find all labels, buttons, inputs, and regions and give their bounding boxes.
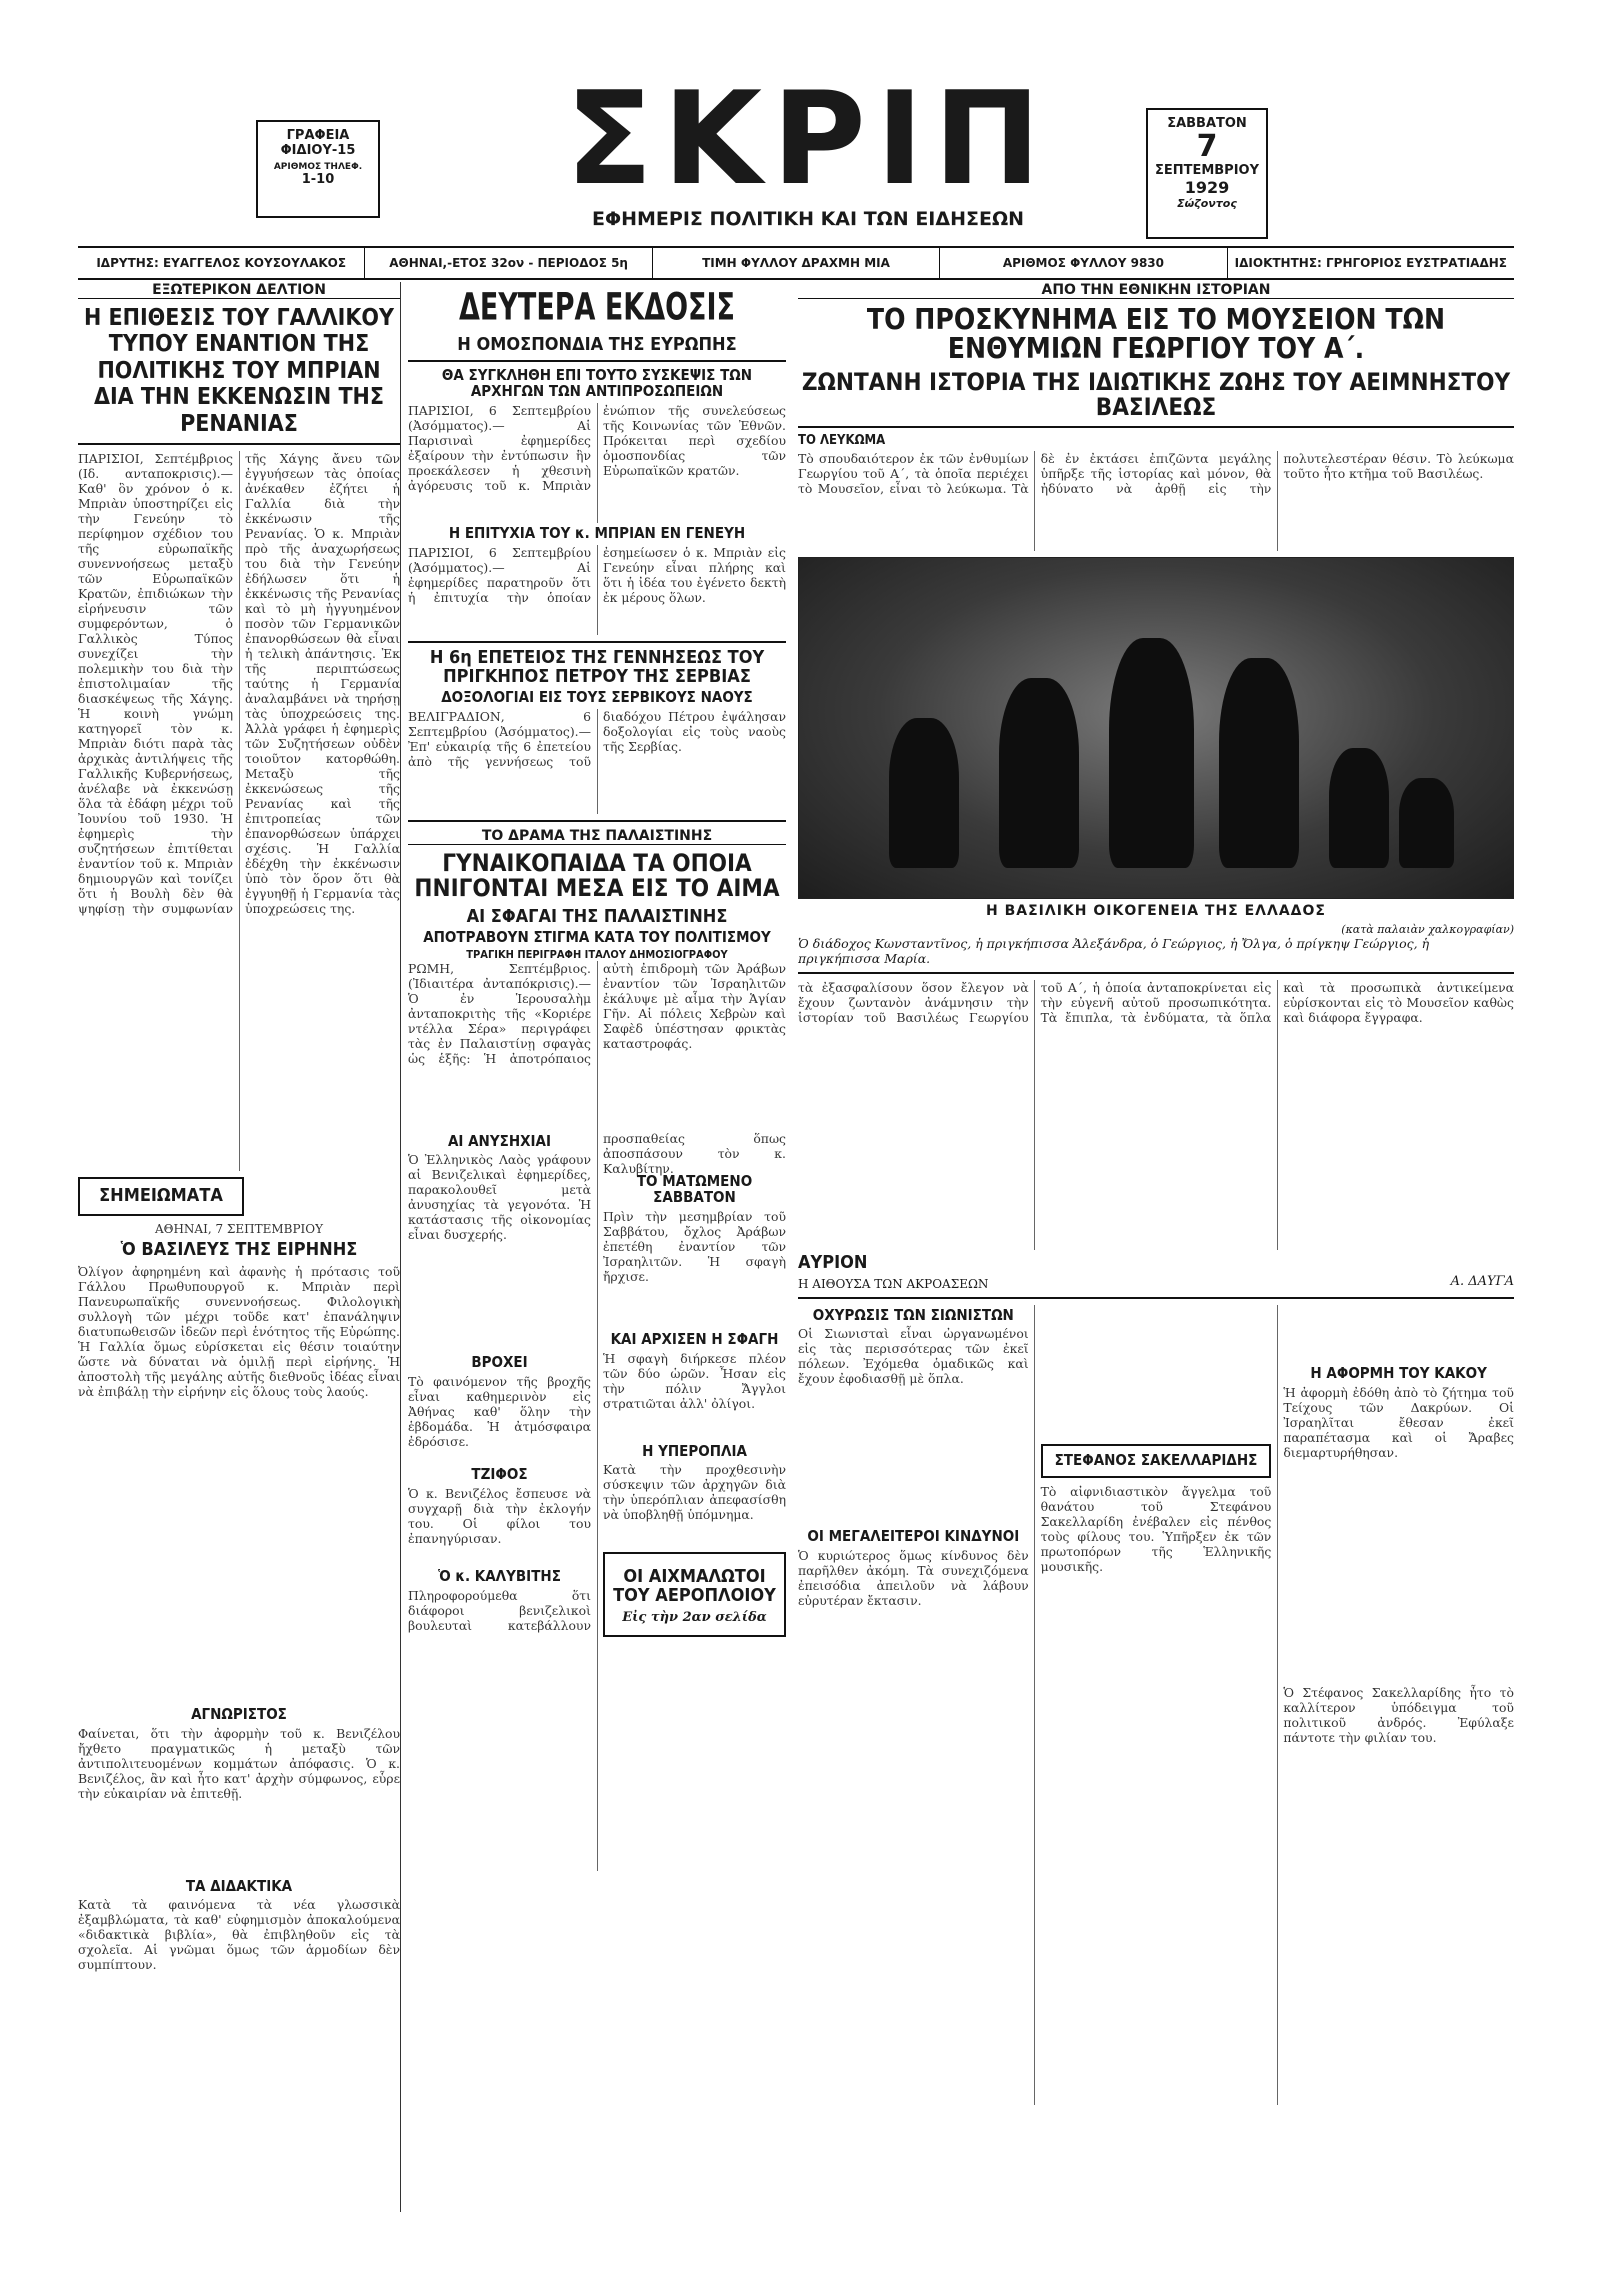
info-bar	[78, 246, 1514, 280]
aformi-heading: Η ΑΦΟΡΜΗ ΤΟΥ ΚΑΚΟΥ	[1310, 1364, 1487, 1383]
sakellarios-body: Τὸ αἰφνιδιαστικὸν ἄγγελμα τοῦ θανάτου τοῦ Στεφάνου Σακελλαρίδη ἐνέβαλεν εἰς πένθος τοὺς φίλους του. Ὑπῆρξεν ἐκ τῶν πρωτοπόρων τῆς Ἑλληνικῆς μουσικῆς.	[1040, 1483, 1272, 1574]
date-number: 7	[1196, 129, 1218, 164]
matomeno-body: Πρὶν τὴν μεσημβρίαν τοῦ Σαββάτου, ὄχλος Ἀράβων ἐπετέθη ἐναντίον τῶν Ἰσραηλιτῶν. Ἡ σφαγὴ ἤρχισε.	[603, 1208, 786, 1284]
vrochei-heading: ΒΡΟΧΕΙ	[471, 1353, 528, 1372]
royal-family-photo	[798, 557, 1514, 899]
date-note: Σώζοντος	[1177, 197, 1237, 210]
palestine-body: ΡΩΜΗ, Σεπτέμβριος. (Ἰδιαιτέρα ἀνταπόκρισις).— Ὁ ἐν Ἱερουσαλὴμ ἀνταποκριτὴς τῆς «Κοριέρε ντέλλα Σέρα» περιγράφει τὰς ἐν Παλαιστίνῃ σφαγὰς ὡς ἑξῆς: Ἡ ἀποτρόπαιος αὐτὴ ἐπιδρομὴ τῶν Ἀράβων ἐναντίον τῶν Ἰσραηλιτῶν ἐκάλυψε μὲ αἷμα τὴν Ἁγίαν Γῆν. Αἱ πόλεις Χεβρὼν καὶ Σαφὲδ ὑπέστησαν φρικτὰς καταστροφάς.	[408, 960, 786, 1066]
brian-success-body: ΠΑΡΙΣΙΟΙ, 6 Σεπτεμβρίου (Ἀσόμματος).— Αἱ ἐφημερίδες παρατηροῦν ὅτι ἡ ἐπιτυχία τὴν ὁποίαν ἐσημείωσεν ὁ κ. Μπριὰν εἰς Γενεύην εἶναι πλήρης καὶ ὅτι ἡ ἰδέα του ἐγένετο δεκτὴ ἐκ μέρους ὅλων.	[408, 544, 786, 605]
yperopolia-body: Κατὰ τὴν προχθεσινὴν σύσκεψιν τῶν ἀρχηγῶν διὰ τὴν ὑπερόπλιαν ἀπεφασίσθη νὰ ὑποβληθῇ ὑπόμνημα.	[603, 1462, 786, 1523]
palestine-reporter: ΤΡΑΓΙΚΗ ΠΕΡΙΓΡΑΦΗ ΙΤΑΛΟΥ ΔΗΜΟΣΙΟΓΡΑΦΟΥ	[466, 948, 728, 962]
matomeno-heading: ΤΟ ΜΑΤΩΜΕΝΟ ΣΑΒΒΑΤΟΝ	[636, 1172, 753, 1207]
museum-body: τὰ ἐξασφαλίσουν ὅσον ἔλεγον νὰ ἔχουν ζωντανὸν ἀνάμνησιν τὴν ἱστορίαν τοῦ Βασιλέως Γεωργίου τοῦ Α΄, ἡ ὁποία ἀνταποκρίνεται εἰς τὴν εὐγενῆ αὐτοῦ προσωπικότητα. Τὰ ἔπιπλα, τὰ ἐνδύματα, τὰ ὅπλα καὶ τὰ προσωπικὰ ἀντικείμενα εὑρίσκονται εἰς τὸ Μουσεῖον καθὼς καὶ διάφορα ἔγγραφα.	[798, 979, 1514, 1025]
office-line2: ΦΙΔΙΟΥ-15	[280, 143, 356, 158]
peter-anniversary-headline: Η 6η ΕΠΕΤΕΙΟΣ ΤΗΣ ΓΕΝΝΗΣΕΩΣ ΤΟΥ ΠΡΙΓΚΗΠΟΣ ΠΕΤΡΟΥ ΤΗΣ ΣΕΡΒΙΑΣ	[429, 646, 765, 687]
europe-body: ΠΑΡΙΣΙΟΙ, 6 Σεπτεμβρίου (Ἀσόμματος).— Αἱ Παρισιναὶ ἐφημερίδες ἐξαίρουν τὴν ἐντύπωσιν ἣν προεκάλεσεν ἡ χθεσινὴ ἀγόρευσις τοῦ κ. Μπριὰν ἐνώπιον τῆς συνελεύσεως τῆς Κοινωνίας τῶν Ἐθνῶν. Πρόκειται περὶ σχεδίου ὁμοσπονδίας τῶν Εὐρωπαϊκῶν κρατῶν.	[408, 402, 786, 493]
megaloteroi-heading: ΟΙ ΜΕΓΑΛΕΙΤΕΡΟΙ ΚΙΝΔΥΝΟΙ	[807, 1527, 1020, 1546]
doxologies-headline: ΔΟΞΟΛΟΓΙΑΙ ΕΙΣ ΤΟΥΣ ΣΕΡΒΙΚΟΥΣ ΝΑΟΥΣ	[441, 688, 753, 707]
notes-date: ΑΘΗΝΑΙ, 7 ΣΕΠΤΕΜΒΡΙΟΥ	[154, 1222, 324, 1237]
masthead	[78, 65, 1514, 245]
kalyvitis-heading: Ὁ κ. ΚΑΛΥΒΙΤΗΣ	[438, 1566, 561, 1585]
avrion-row	[798, 1250, 1514, 1291]
sfagi-heading: ΚΑΙ ΑΡΧΙΣΕΝ Η ΣΦΑΓΗ	[610, 1329, 779, 1348]
photo-sub-caption: Ὁ διάδοχος Κωνσταντῖνος, ἡ πριγκήπισσα Ἀλεξάνδρα, ὁ Γεώργιος, ἡ Ὄλγα, ὁ πρίγκηψ Γεώργιος, ἡ πριγκήπισσα Μαρία.	[798, 935, 1430, 966]
tzifos-body: Ὁ κ. Βενιζέλος ἔσπευσε νὰ συγχαρῇ διὰ τὴν ἐκλογήν του. Οἱ φίλοι του ἐπανηγύρισαν.	[408, 1485, 591, 1546]
sfagi-body: Ἡ σφαγὴ διήρκεσε πλέον τῶν δύο ὡρῶν. Ἦσαν εἰς τὴν πόλιν Ἄγγλοι στρατιῶται ἀλλ' ὀλίγοι.	[603, 1350, 786, 1411]
palestine-subheadline: ΑΙ ΣΦΑΓΑΙ ΤΗΣ ΠΑΛΑΙΣΤΙΝΗΣ	[466, 905, 728, 927]
price: ΤΙΜΗ ΦΥΛΛΟΥ ΔΡΑΧΜΗ ΜΙΑ	[653, 248, 940, 278]
anysichiai-body: Ὁ Ἐλληνικὸς Λαὸς γράφουν αἱ Βενιζελικαὶ ἐφημερίδες, παρακολουθεῖ μετὰ ἀνυσηχίας τὰ γεγονότα. Ἡ κατάστασις τῆς οἰκονομίας εἶναι δυσχερής.	[408, 1152, 591, 1243]
megaloteroi-body: Ὁ κυριώτερος ὅμως κίνδυνος δὲν παρῆλθεν ἀκόμη. Τὰ συνεχιζόμενα ἐπεισόδια ἀπειλοῦν νὰ λάβουν εὐρυτέραν ἔκτασιν.	[798, 1548, 1029, 1609]
europe-subheadline: ΘΑ ΣΥΓΚΛΗΘΗ ΕΠΙ ΤΟΥΤΟ ΣΥΣΚΕΨΙΣ ΤΩΝ ΑΡΧΗΓΩΝ ΤΩΝ ΑΝΤΙΠΡΟΣΩΠΕΙΩΝ	[441, 366, 753, 401]
aformi-body: Ἡ ἀφορμὴ ἐδόθη ἀπὸ τὸ ζήτημα τοῦ Τείχους τῶν Δακρύων. Οἱ Ἰσραηλῖται ἔθεσαν ἐκεῖ παραπέτασμα καὶ οἱ Ἄραβες διεμαρτυρήθησαν.	[1283, 1385, 1514, 1460]
date-box	[1146, 108, 1268, 239]
prisoners-title: ΟΙ ΑΙΧΜΑΛΩΤΟΙ ΤΟΥ ΑΕΡΟΠΛΟΙΟΥ	[613, 1566, 776, 1607]
palestine-kicker: ΤΟ ΔΡΑΜΑ ΤΗΣ ΠΑΛΑΙΣΤΙΝΗΣ	[408, 828, 786, 845]
edition-banner: ΔΕΥΤΕΡΑ ΕΚΔΟΣΙΣ	[459, 285, 735, 330]
prisoners-note: Εἰς τὴν 2αν σελίδα	[622, 1610, 767, 1626]
office-line1: ΓΡΑΦΕΙΑ	[286, 128, 350, 143]
kalyvitis-body: Πληροφορούμεθα ὅτι διάφοροι βενιζελικοὶ βουλευταὶ κατεβάλλουν προσπαθείας ὅπως ἀποσπάσουν τὸν κ. Καλυβίτην.	[408, 1130, 786, 1633]
brian-success-heading: Η ΕΠΙΤΥΧΙΑ ΤΟΥ κ. ΜΠΡΙΑΝ ΕΝ ΓΕΝΕΥΗ	[448, 523, 746, 542]
right-last-body: Ὁ Στέφανος Σακελλαρίδης ἦτο τὸ καλλίτερον ὑπόδειγμα τοῦ πολιτικοῦ ἀνδρός. Ἐφύλαξε πάντοτε τὴν φιλίαν του.	[1283, 1685, 1514, 1745]
oxyrosis-heading: ΟΧΥΡΩΣΙΣ ΤΩΝ ΣΙΩΝΙΣΤΩΝ	[812, 1305, 1014, 1324]
yperopolia-heading: Η ΥΠΕΡΟΠΛΙΑ	[642, 1441, 747, 1460]
phone-label: ΑΡΙΘΜΟΣ ΤΗΛΕΦ.	[273, 162, 363, 172]
author-signature: Α. ΔΑΥΓΑ	[1450, 1273, 1514, 1289]
tzifos-heading: ΤΖΙΦΟΣ	[471, 1465, 528, 1484]
right-lower-columns	[798, 1305, 1514, 2105]
middle-column	[408, 282, 786, 2212]
left-headline: Η ΕΠΙΘΕΣΙΣ ΤΟΥ ΓΑΛΛΙΚΟΥ ΤΥΠΟΥ ΕΝΑΝΤΙΟΝ ΤΗΣ ΠΟΛΙΤΙΚΗΣ ΤΟΥ ΜΠΡΙΑΝ ΔΙΑ ΤΗΝ ΕΚΚΕΝΩΣΙΝ ΤΗΣ ΡΕΝΑΝΙΑΣ	[84, 305, 394, 437]
date-year: 1929	[1184, 178, 1230, 197]
prisoners-box	[603, 1552, 786, 1637]
right-kicker: ΑΠΟ ΤΗΝ ΕΘΝΙΚΗΝ ΙΣΤΟΡΙΑΝ	[798, 282, 1514, 299]
notes-heading: ΣΗΜΕΙΩΜΑΤΑ	[99, 1185, 223, 1207]
didaktika-heading: ΤΑ ΔΙΔΑΚΤΙΚΑ	[185, 1876, 293, 1895]
left-column	[78, 282, 401, 2212]
sakellarios-heading: ΣΤΕΦΑΝΟΣ ΣΑΚΕΛΛΑΡΙΔΗΣ	[1054, 1450, 1258, 1469]
owner: ΙΔΙΟΚΤΗΤΗΣ: ΓΡΗΓΟΡΙΟΣ ΕΥΣΤΡΑΤΙΑΔΗΣ	[1234, 256, 1507, 270]
year-period: ΑΘΗΝΑΙ,-ΕΤΟΣ 32ον - ΠΕΡΙΟΔΟΣ 5η	[365, 248, 652, 278]
office-box	[256, 120, 380, 218]
date-month: ΣΕΠΤΕΜΒΡΙΟΥ	[1154, 163, 1260, 178]
issue-number: ΑΡΙΘΜΟΣ ΦΥΛΛΟΥ 9830	[940, 248, 1227, 278]
oxyrosis-body: Οἱ Σιωνισταὶ εἶναι ὠργανωμένοι εἰς τὰς περισσότερας τῶν ἐκεῖ πόλεων. Ἐχόμεθα ὁμαδικῶς καὶ ἔχουν ἐφοδιασθῇ μὲ ὅπλα.	[798, 1326, 1029, 1387]
album-body: Τὸ σπουδαιότερον ἐκ τῶν ἐνθυμίων Γεωργίου τοῦ Α΄, τὰ ὁποῖα περιέχει τὸ Μουσεῖον, εἶναι τὸ λεύκωμα. Τὰ δὲ ἐν ἐκτάσει ἐπιζῶντα μεγάλης ὑπῆρξε τῆς ἱστορίας καὶ μόνον, θὰ ἠδύνατο νὰ ἀρθῇ εἰς τὴν πολυτελεστέραν θέσιν. Τὸ λεύκωμα τοῦτο ἦτο κτῆμα τοῦ Βασιλέως.	[798, 450, 1514, 496]
left-article-body: ΠΑΡΙΣΙΟΙ, Σεπτέμβριος (Ιδ. ανταποκρισις).— Καθ' ὃν χρόνον ὁ κ. Μπριὰν ὑποστηρίζει εἰς τὴν Γενεύην τὸ περίφημον σχέδιον του τῆς εὐρωπαϊκῆς συνεννοήσεως μεταξὺ τῶν Εὐρωπαϊκῶν Κρατῶν, ἐπιδιώκων τὴν εἰρήνευσιν τῶν συμφερόντων, ὁ Γαλλικὸς Τύπος συνεχίζει τὴν πολεμικὴν του διὰ τὴν ἐπιστολιμαίαν τῆς διασκέψεως τῆς Χάγης. Ἡ κοινὴ γνώμη κατηγορεῖ τὸν κ. Μπριὰν διότι παρὰ τὰς ἀρχικὰς ἀντιλήψεις τῆς Γαλλικῆς Κυβερνήσεως, ἀνέλαβε νὰ ἐκκενώσῃ ὅλα τὰ ἐδάφη μέχρι τοῦ Ἰουνίου τοῦ 1930. Ἡ ἐφημερὶς τὴν συζητήσεων ἐπιτίθεται ἐναντίον τοῦ κ. Μπριὰν δημιουργῶν καὶ τονίζει ὅτι ἡ Βουλὴ δὲν θὰ ψηφίσῃ τὴν συμφωνίαν τῆς Χάγης ἄνευ τῶν ἐγγυήσεων τὰς ὁποίας ἀνέκαθεν ἐζήτει ἡ Γαλλία διὰ τὴν ἐκκένωσιν τῆς Ρενανίας. Ὁ κ. Μπριὰν πρὸ τῆς ἀναχωρήσεως του διὰ τὴν Γενεύην ἐδήλωσεν ὅτι ἡ ἐκκένωσις τῆς Ρενανίας καὶ τὸ μὴ ἠγγυημένον ποσὸν τῶν Γερμανικῶν ἐπανορθώσεων θὰ εἶναι ἡ τελικὴ ἀπάντησις. Ἐκ τῆς περιπτώσεως ταύτης ἡ Γερμανία ἀναλαμβάνει νὰ τηρήσῃ τὰς ὑποχρεώσεις της. Ἀλλὰ γράφει ἡ ἐφημερὶς τῶν Συζητήσεων οὐδὲν τοιοῦτον κατορθώθη. Μεταξὺ τῆς ἐκκενώσεως τῆς Ρενανίας καὶ τῆς ἐπιτροπείας τῶν ἐπανορθώσεων ὑπάρχει σχέσις. Ἡ Γαλλία ἐδέχθη τὴν ἐκκένωσιν ὑπὸ τὸν ὅρον ὅτι θὰ ἐγγυηθῇ ἡ Γερμανία τὰς ὑποχρεώσεις της.	[78, 451, 400, 917]
left-kicker: ΕΞΩΤΕΡΙΚΟΝ ΔΕΛΤΙΟΝ	[78, 282, 400, 299]
middle-lower-columns	[408, 1131, 786, 1871]
right-headline2: ΖΩΝΤΑΝΗ ΙΣΤΟΡΙΑ ΤΗΣ ΙΔΙΩΤΙΚΗΣ ΖΩΗΣ ΤΟΥ ΑΕΙΜΝΗΣΤΟΥ ΒΑΣΙΛΕΩΣ	[801, 367, 1511, 421]
date-day: ΣΑΒΒΑΤΟΝ	[1167, 116, 1247, 131]
album-subheading: ΤΟ ΛΕΥΚΩΜΑ	[798, 433, 886, 449]
anysichiai-heading: ΑΙ ΑΝΥΣΗΧΙΑΙ	[447, 1131, 552, 1150]
founder: ΙΔΡΥΤΗΣ: ΕΥΑΓΓΕΛΟΣ ΚΟΥΣΟΥΛΑΚΟΣ	[78, 248, 365, 278]
newspaper-page	[78, 65, 1514, 2220]
agnoristos-heading: ΑΓΝΩΡΙΣΤΟΣ	[191, 1704, 287, 1723]
didaktika-body: Κατὰ τὰ φαινόμενα τὰ νέα γλωσσικὰ ἐξαμβλώματα, τὰ καθ' εὐφημισμὸν ἀποκαλούμενα «διδακτικὰ βιβλία», θὰ ἐπιβληθοῦν εἰς τὰ σχολεῖα. Αἱ γνῶμαι ὅμως τῶν ἁρμοδίων δὲν συμπίπτουν.	[78, 1897, 400, 1973]
right-column	[798, 282, 1514, 2212]
newspaper-title: ΣΚΡΙΠ	[565, 65, 1051, 214]
notes-box	[78, 1177, 244, 1216]
notes-body: Ὀλίγον ἀφηρημένη καὶ ἀφανὴς ἡ πρότασις τοῦ Γάλλου Πρωθυπουργοῦ κ. Μπριὰν περὶ Πανευρωπαϊκῆς συνεννοήσεως. Φιλολογικὴ συλλογὴ τῶν μέχρι τοῦδε κατ' ἐπανάληψιν διατυπωθεισῶν ἰδεῶν περὶ ἑνότητος τῆς Εὐρώπης. Ἡ Γαλλία ὅμως εὑρίσκεται εἰς θέσιν τοιαύτην ὥστε νὰ δύναται νὰ ὁμιλῇ περὶ εἰρήνης. Ἡ ἀποστολὴ τῆς μεγάλης αὐτῆς διεθνοῦς ἰδέας εἶναι νὰ ἐπιβάλῃ τὴν εἰρήνην εἰς ὅλους τοὺς λαούς.	[78, 1263, 400, 1399]
palestine-stigma: ΑΠΟΤΡΑΒΟΥΝ ΣΤΙΓΜΑ ΚΑΤΑ ΤΟΥ ΠΟΛΙΤΙΣΜΟΥ	[423, 928, 771, 947]
newspaper-subtitle: ΕΦΗΜΕΡΙΣ ΠΟΛΙΤΙΚΗ ΚΑΙ ΤΩΝ ΕΙΔΗΣΕΩΝ	[591, 208, 1024, 230]
europe-headline: Η ΟΜΟΣΠΟΝΔΙΑ ΤΗΣ ΕΥΡΩΠΗΣ	[457, 333, 737, 355]
photo-note: (κατὰ παλαιὰν χαλκογραφίαν)	[1341, 922, 1514, 936]
avrion-body: Η ΑΙΘΟΥΣΑ ΤΩΝ ΑΚΡΟΑΣΕΩΝ	[798, 1276, 989, 1291]
serbia-body: ΒΕΛΙΓΡΑΔΙΟΝ, 6 Σεπτεμβρίου (Ἀσόμματος).— Ἐπ' εὐκαιρίᾳ τῆς 6 ἐπετείου ἀπὸ τῆς γεννήσεως τοῦ διαδόχου Πέτρου ἐψάλησαν δοξολογίαι εἰς τοὺς ναοὺς τῆς Σερβίας.	[408, 709, 786, 770]
vrochei-body: Τὸ φαινόμενον τῆς βροχῆς εἶναι καθημερινὸν εἰς Ἀθήνας καθ' ὅλην τὴν ἑβδομάδα. Ἡ ἀτμόσφαιρα ἐδρόσισε.	[408, 1374, 591, 1450]
agnoristos-body: Φαίνεται, ὅτι τὴν ἀφορμὴν τοῦ κ. Βενιζέλου ἤχθετο πραγματικῶς ἡ μεταξὺ τῶν ἀντιπολιτευομένων κομμάτων ἀπόφασις. Ὁ κ. Βενιζέλος, ἂν καὶ ἦτο κατ' ἀρχὴν σύμφωνος, εὗρε τὴν εὐκαιρίαν νὰ ἐπιτεθῇ.	[78, 1725, 400, 1801]
right-headline1: ΤΟ ΠΡΟΣΚΥΝΗΜΑ ΕΙΣ ΤΟ ΜΟΥΣΕΙΟΝ ΤΩΝ ΕΝΘΥΜΙΩΝ ΓΕΩΡΓΙΟΥ ΤΟΥ Α΄.	[866, 303, 1446, 366]
avrion-heading: ΑΥΡΙΟΝ	[798, 1251, 868, 1273]
palestine-headline: ΓΥΝΑΙΚΟΠΑΙΔΑ ΤΑ ΟΠΟΙΑ ΠΝΙΓΟΝΤΑΙ ΜΕΣΑ ΕΙΣ ΤΟ ΑΙΜΑ	[414, 849, 780, 903]
phone-number: 1-10	[301, 172, 335, 187]
notes-title: Ὁ ΒΑΣΙΛΕΥΣ ΤΗΣ ΕΙΡΗΝΗΣ	[120, 1239, 358, 1261]
sakellarios-box	[1041, 1444, 1272, 1478]
photo-caption: Η ΒΑΣΙΛΙΚΗ ΟΙΚΟΓΕΝΕΙΑ ΤΗΣ ΕΛΛΑΔΟΣ	[986, 902, 1326, 919]
